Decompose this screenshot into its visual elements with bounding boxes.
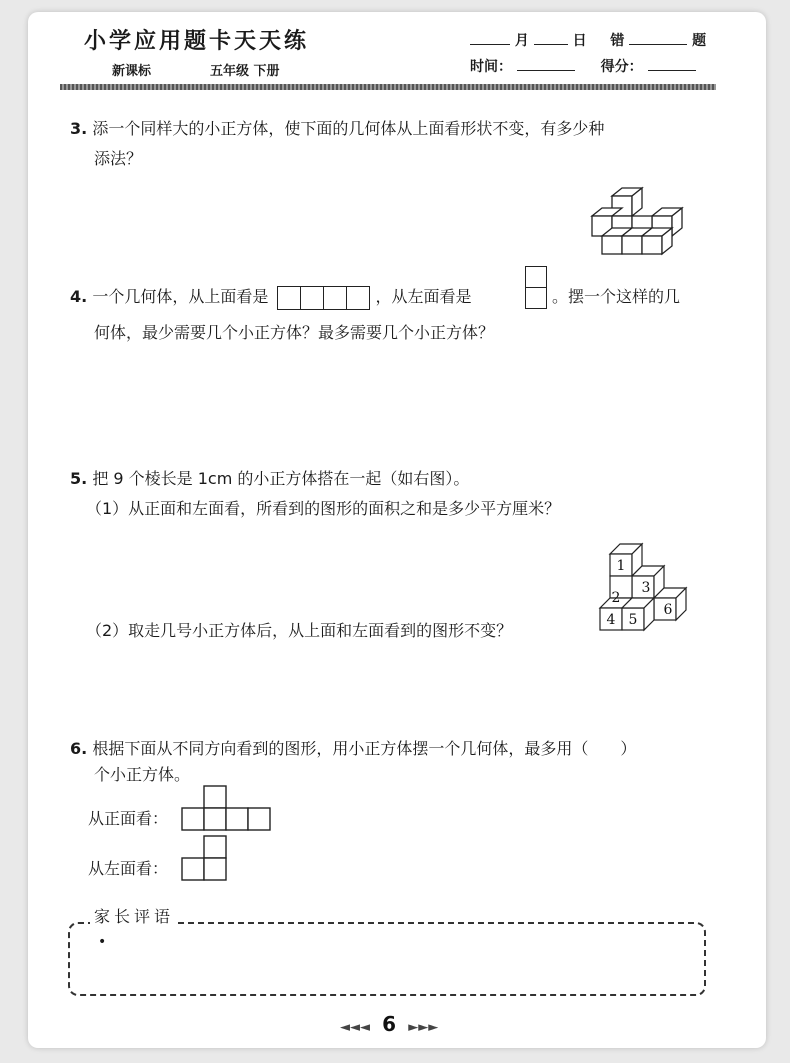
question-4-line-2: 何体，最少需要几个小正方体？最多需要几个小正方体？ [94, 323, 495, 342]
left-view-square [525, 266, 547, 287]
header-divider [60, 84, 716, 90]
wrong-label: 错 [610, 33, 625, 49]
day-label: 日 [572, 33, 587, 49]
score-label: 得分： [600, 59, 643, 75]
wrong-count-blank[interactable] [629, 30, 687, 45]
q3-cube-figure [586, 184, 696, 256]
q5-numbered-cubes [598, 538, 694, 634]
page-footer [340, 1012, 438, 1036]
next-arrows-icon: ►►► [408, 1020, 439, 1035]
front-view-label: 从正面看： [88, 809, 169, 828]
parent-comment-box[interactable] [68, 922, 706, 996]
score-blank[interactable] [648, 56, 696, 71]
day-blank[interactable] [534, 30, 568, 45]
question-6-line-2: 个小正方体。 [94, 765, 191, 784]
question-3 [70, 116, 604, 142]
cube-label-6: 6 [663, 602, 673, 618]
time-score-line [470, 56, 696, 76]
top-view-square [300, 286, 323, 310]
question-text: 一个几何体，从上面看是 [92, 287, 269, 306]
month-label: 月 [514, 33, 529, 49]
question-5-part-2: （2）取走几号小正方体后，从上面和左面看到的图形不变？ [86, 621, 513, 640]
question-4 [70, 284, 472, 310]
top-view-square [323, 286, 346, 310]
grade-label: 五年级 下册 [210, 64, 280, 79]
date-line [470, 30, 706, 50]
left-view-label: 从左面看： [88, 859, 169, 878]
front-view-shape [181, 784, 277, 834]
top-view-square [346, 286, 370, 310]
question-text: 添一个同样大的小正方体，使下面的几何体从上面看形状不变，有多少种 [92, 119, 605, 138]
question-text: 根据下面从不同方向看到的图形，用小正方体摆一个几何体，最多用（ ） [92, 739, 637, 758]
cube-label-1: 1 [616, 558, 626, 574]
worksheet-title: 小学应用题卡天天练 [84, 28, 310, 54]
cube-label-5: 5 [628, 612, 638, 628]
parent-comment-bullet: • [98, 934, 107, 950]
month-blank[interactable] [470, 30, 510, 45]
edition-label: 新课标 [112, 64, 152, 79]
top-view-square [277, 286, 300, 310]
time-blank[interactable] [517, 56, 575, 71]
question-6 [70, 736, 636, 762]
question-text: ，从左面看是 [375, 287, 472, 306]
time-label: 时间： [470, 59, 512, 75]
question-number: 4. [70, 287, 88, 306]
left-view-figure [181, 834, 233, 884]
question-number: 5. [70, 469, 88, 488]
question-text: 把 9 个棱长是 1cm 的小正方体搭在一起（如右图）。 [92, 469, 470, 488]
question-unit-label: 题 [692, 33, 707, 49]
parent-comment-label: 家长评语 [90, 904, 178, 927]
cube-label-4: 4 [606, 612, 616, 628]
question-4-text-end: 。摆一个这样的几 [552, 287, 681, 306]
page-number: 6 [382, 1012, 397, 1036]
cube-label-3: 3 [641, 580, 651, 596]
prev-arrows-icon: ◄◄◄ [340, 1020, 370, 1035]
question-number: 6. [70, 739, 88, 758]
left-view-shape [525, 266, 547, 309]
question-5 [70, 466, 469, 492]
question-5-part-1: （1）从正面和左面看，所看到的图形的面积之和是多少平方厘米？ [86, 499, 561, 518]
question-3-line-2: 添法？ [94, 149, 143, 168]
question-number: 3. [70, 119, 88, 138]
left-view-square [525, 287, 547, 309]
cube-label-2: 2 [611, 590, 621, 606]
